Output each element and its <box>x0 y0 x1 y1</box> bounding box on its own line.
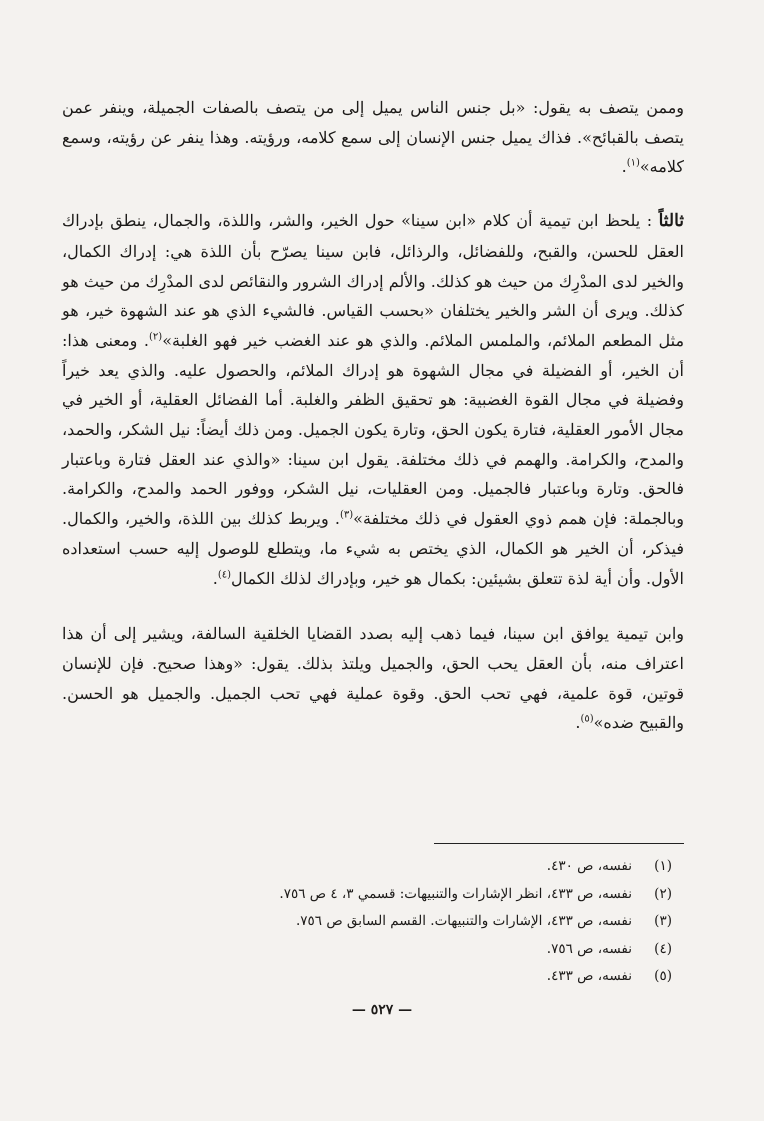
footnote-text: نفسه، ص ٤٣٣. <box>546 968 632 984</box>
footnote-ref-1: (١) <box>626 158 640 170</box>
footnote-item <box>62 963 684 991</box>
paragraph-2-text-a: : يلحظ ابن تيمية أن كلام «ابن سينا» حول الخير، والشر، واللذة، والجمال، ينطق بإدراك العقل للحسن، والقبح، وللفضائل، والرذائل، فابن سينا يصرّح بأن اللذة هي: إدراك الكمال، والخير لدى المدْرِك من حيث هو كذلك. والألم إدراك الشرور والنقائص لدى المدْرِك من حيث هو كذلك. ويرى أن الشر والخير يختلفان «بحسب القياس. فالشيء الذي هو عند الشهوة خير، هو مثل المطعم الملائم، والملمس الملائم. والذي هو عند الغضب خير فهو الغلبة» <box>62 211 685 350</box>
footnotes <box>62 843 684 991</box>
footnote-number: (١) <box>654 858 672 874</box>
paragraph-3-text: وابن تيمية يوافق ابن سينا، فيما ذهب إليه بصدد القضايا الخلقية السالفة، ويشير إلى أن هذا اعتراف منه، بأن العقل يحب الحق، والجميل ويلتذ بذلك. يقول: «وهذا صحيح. فإن للإنسان قوتين، قوة علمية، فهي تحب الحق. وقوة عملية فهي تحب الجميل. والجميل هو الحسن. والقبيح ضده» <box>62 624 685 733</box>
paragraph-1 <box>62 93 684 182</box>
paragraph-3-tail: . <box>575 713 581 733</box>
footnote-ref-3: (٣) <box>339 509 354 521</box>
footnote-item <box>62 853 684 881</box>
paragraph-2-text-b: . ومعنى هذا: أن الخير، أو الفضيلة في مجال الشهوة هو إدراك الملائم، والحصول عليه. والذي يعد خيراً وفضيلة في مجال القوة الغضبية: هو تحقيق الظفر والغلبة. أما الفضائل العقلية، أو الخير في مجال الأمور العقلية، فتارة يكون الحق، وتارة يكون الجميل. ومن ذلك أيضاً: نيل الشكر، والحمد، والمدح، والكرامة. والهمم في ذلك مختلفة. يقول ابن سينا: «والذي عند العقل فتارة وباعتبار فالحق. وتارة وباعتبار فالجميل. ومن العقليات، نيل الشكر، ووفور الحمد والمدح، والكرامة. وبالجملة: فإن همم ذوي العقول في ذلك مختلفة» <box>62 330 684 529</box>
page-number: — ٥٢٧ — <box>351 1002 413 1018</box>
footnote-text: نفسه، ص ٤٣٣، انظر الإشارات والتنبيهات: قسمي ٣، ٤ ص ٧٥٦. <box>279 885 632 902</box>
footnote-text: نفسه، ص ٤٣٠. <box>546 858 632 874</box>
footnote-item <box>62 908 684 936</box>
footnote-ref-2: (٢) <box>149 331 163 343</box>
paragraph-1-text: وممن يتصف به يقول: «بل جنس الناس يميل إلى من يتصف بالصفات الجميلة، وينفر عمن يتصف بالقبائح». فذاك يميل جنس الإنسان إلى سمع كلامه، ورؤيته. وهذا ينفر عن رؤيته، وسمع كلامه» <box>62 98 684 177</box>
main-text <box>62 93 684 738</box>
paragraph-lead-heading: ثالثاً <box>658 211 684 232</box>
paragraph-3 <box>62 619 684 738</box>
footnote-item <box>62 936 684 964</box>
paragraph-2 <box>62 206 684 593</box>
footnote-number: (٢) <box>654 885 672 902</box>
paragraph-2-text-c: . ويربط كذلك بين اللذة، والخير، والكمال. فيذكر، أن الخير هو الكمال، الذي يختص به شيء ما، ويتطلع للوصول إليه حسب استعداده الأول. وأن أية لذة تتعلق بشيئين: بكمال هو خير، وبإدراك لذلك الكمال <box>62 509 684 588</box>
footnote-divider <box>434 843 684 844</box>
footnote-text: نفسه، ص ٧٥٦. <box>546 940 632 957</box>
footnote-text: نفسه، ص ٤٣٣، الإشارات والتنبيهات. القسم السابق ص ٧٥٦. <box>295 913 632 929</box>
footnote-item <box>62 881 684 909</box>
paragraph-1-tail: . <box>621 157 627 177</box>
footnote-number: (٥) <box>654 968 672 984</box>
footnote-number: (٤) <box>654 940 672 957</box>
paragraph-2-tail: . <box>212 568 218 588</box>
footnote-number: (٣) <box>654 913 672 929</box>
footnote-ref-4: (٤) <box>217 569 232 581</box>
footnote-ref-5: (٥) <box>580 714 594 726</box>
